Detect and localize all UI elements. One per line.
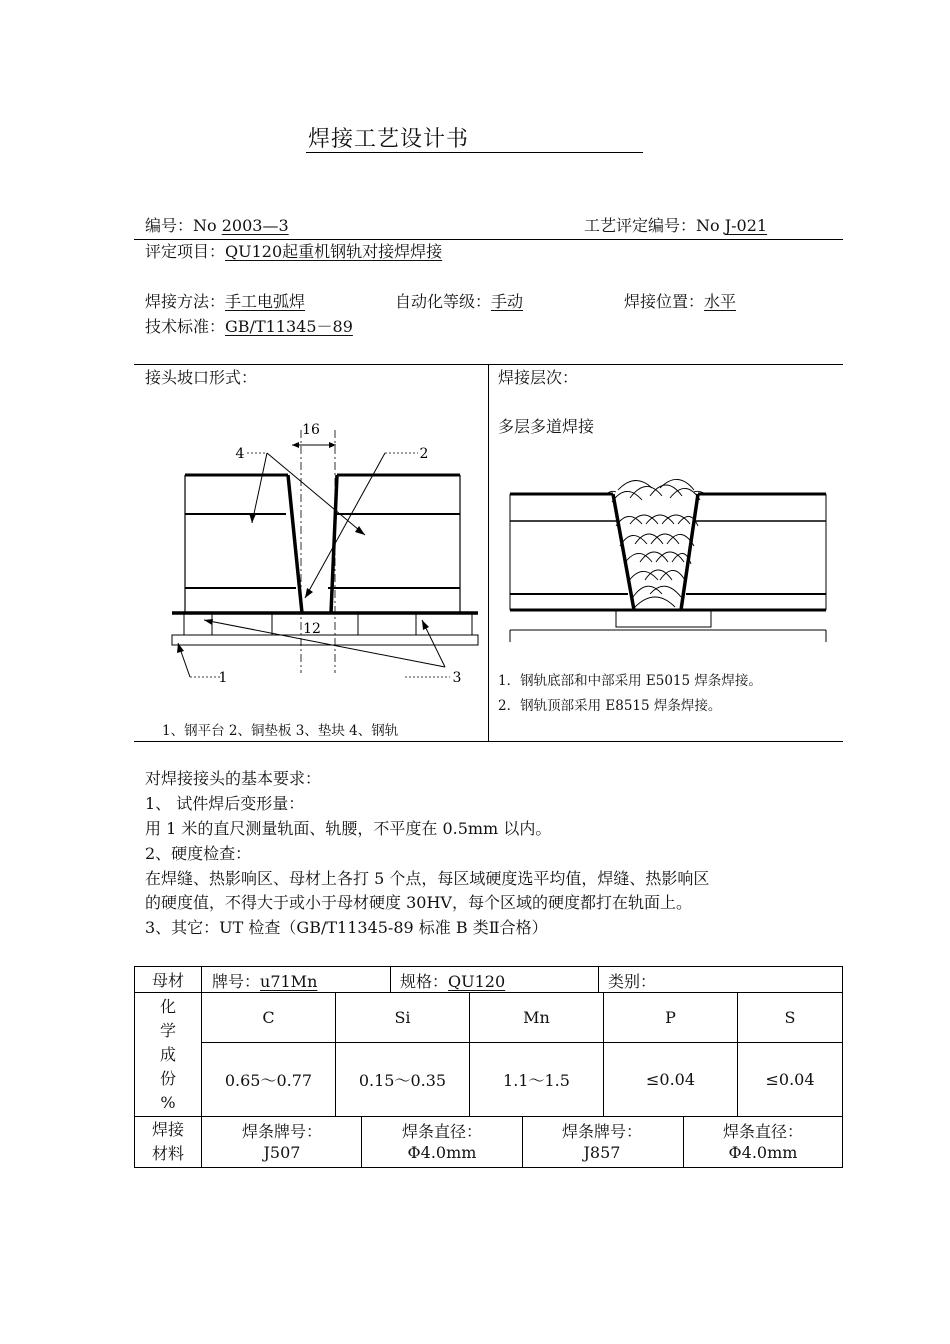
spec [400,969,505,992]
chem-label [135,993,202,1117]
layers-note-2: 2．钢轨顶部采用 E8515 焊条焊接。 [498,698,722,714]
requirement-3: 3、其它：UT 检查（GB/T11345-89 标准 B 类Ⅱ合格） [145,918,548,937]
weld-layers-diagram [500,462,840,652]
electrode-grade-2-value: J857 [583,1143,621,1162]
weld-position-value: 水平 [704,292,737,311]
electrode-diameter-2-label: 焊条直径： [722,1122,803,1141]
chem-label-2: 学 [159,1020,176,1040]
requirement-2-title: 2、硬度检查： [145,844,252,863]
electrode-diameter-1-value: Φ4.0mm [407,1143,477,1162]
element-p: P [604,993,738,1043]
chem-label-5: % [160,1092,176,1112]
weld-method [145,292,305,312]
value-si: 0.15～0.35 [336,1043,470,1117]
weld-position-label: 焊接位置： [624,292,705,311]
doc-number-label: 编号：No [145,216,217,235]
base-metal-table [134,966,843,1168]
weld-method-value: 手工电弧焊 [225,292,306,311]
callout-3: 3 [452,670,462,686]
element-s: S [738,993,843,1043]
dim-bottom-label: 12 [303,621,321,637]
electrode-diameter-2-value: Φ4.0mm [728,1143,798,1162]
chem-label-1: 化 [159,996,176,1016]
value-s: ≤0.04 [738,1043,843,1117]
joint-legend: 1、钢平台 2、铜垫板 3、垫块 4、钢轨 [162,723,399,739]
grade-label: 牌号： [212,972,261,991]
layers-heading: 焊接层次： [498,368,579,387]
type-label: 类别： [608,972,657,991]
eval-number-value: J-021 [724,216,768,235]
spec-value: QU120 [448,972,506,991]
page-title: 焊接工艺设计书 [308,127,470,152]
rail-right [328,475,460,613]
eval-project-value: QU120起重机钢轨对接焊焊接 [225,242,443,261]
welding-material-label-1: 焊接 [151,1120,184,1139]
base-metal-row [135,967,843,993]
base-metal-info [202,967,843,993]
spec-label: 规格： [400,972,449,991]
automation-level-label: 自动化等级： [395,292,492,311]
electrode-diameter-1-label: 焊条直径： [401,1122,482,1141]
doc-number [145,216,289,236]
info-divider-1 [390,967,391,992]
requirement-2-text-1: 在焊缝、热影响区、母材上各打 5 个点，每区域硬度选平均值，焊缝、热影响区 [145,869,710,888]
welding-material-label [135,1117,202,1168]
element-si: Si [336,993,470,1043]
base-metal-label: 母材 [135,967,202,993]
weld-position [624,292,736,312]
electrode-grade-1-label: 焊条牌号： [241,1122,322,1141]
callout-1: 1 [218,670,228,686]
grade [212,969,317,992]
value-row [135,1043,843,1117]
value-mn: 1.1～1.5 [470,1043,604,1117]
callout-2: 2 [419,446,429,462]
tech-standard-value: GB/T11345－89 [225,317,353,336]
element-c: C [202,993,336,1043]
dim-top-label: 16 [302,422,320,438]
automation-level-value: 手动 [491,292,524,311]
welding-material-info [202,1117,843,1168]
joint-groove-diagram [160,415,485,690]
copper-backing-plate [184,613,472,635]
eval-number [584,216,795,236]
value-c: 0.65～0.77 [202,1043,336,1117]
welding-material-row [135,1117,843,1168]
joint-heading: 接头坡口形式： [145,368,258,387]
grade-value: u71Mn [260,972,318,991]
element-mn: Mn [470,993,604,1043]
tech-standard [145,317,371,337]
automation-level [395,292,523,312]
welding-material-label-2: 材料 [151,1144,184,1163]
callout-4: 4 [235,446,245,462]
chem-label-3: 成 [159,1044,176,1064]
title-underline [306,152,643,153]
tech-standard-label: 技术标准： [145,317,226,336]
diagram-box-divider [488,364,489,742]
chem-label-4: 份 [159,1068,176,1088]
value-p: ≤0.04 [604,1043,738,1117]
electrode-grade-2-label: 焊条牌号： [561,1122,642,1141]
requirement-1-title: 1、 试件焊后变形量： [145,794,305,813]
eval-number-label: 工艺评定编号：No [584,216,720,235]
requirement-1-text: 用 1 米的直尺测量轨面、轨腰，不平度在 0.5mm 以内。 [145,819,552,838]
electrode-grade-1-value: J507 [263,1143,301,1162]
layers-note-1: 1．钢轨底部和中部采用 E5015 焊条焊接。 [498,673,762,689]
rail-left [185,475,302,613]
requirements-heading: 对焊接接头的基本要求： [145,769,322,788]
requirement-2-text-2: 的硬度值，不得大于或小于母材硬度 30HV，每个区域的硬度都打在轨面上。 [145,893,692,912]
element-row [135,993,843,1043]
info-divider-2 [598,967,599,992]
eval-project [145,242,442,262]
layers-desc: 多层多道焊接 [498,417,595,436]
weld-method-label: 焊接方法： [145,292,226,311]
type [608,969,752,992]
doc-number-value: 2003—3 [221,216,289,235]
eval-project-label: 评定项目： [145,242,226,261]
header-rule [134,239,843,240]
